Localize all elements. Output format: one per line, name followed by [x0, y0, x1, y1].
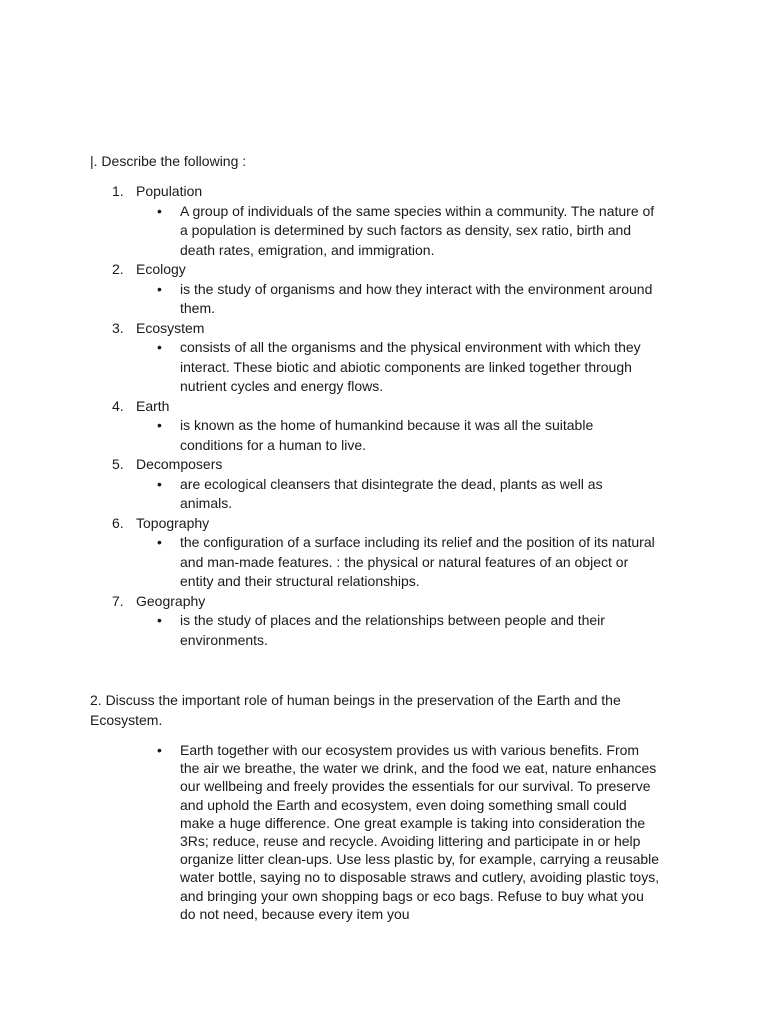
- bullet-icon: •: [157, 534, 162, 550]
- definition-decomposers: [112, 475, 656, 514]
- term-ecosystem: Ecosystem: [136, 319, 205, 336]
- bullet-icon: •: [157, 280, 162, 297]
- item-number: 1.: [112, 183, 124, 199]
- answer-text: Earth together with our ecosystem provides us with various benefits. From the air we breathe, the water we drink, and the food we eat, nature enhances our wellbeing and freely provides the essentials for our survival. To preserve and uphold the Earth and ecosystem, even doing something small could make a huge difference. One great example is taking into consideration the 3Rs; reduce, reuse and recycle. Avoiding littering and participate in or help organize litter clean-ups. Use less plastic by, for example, carrying a reusable water bottle, saying no to disposable straws and cutlery, avoiding plastic toys, and bringing your own shopping bags or eco bags. Refuse to buy what you do not need, because every item you: [180, 742, 660, 922]
- definition-earth: [112, 416, 656, 455]
- definition-text: consists of all the organisms and the physical environment with which they interact. These biotic and abiotic components are linked together through nutrient cycles and energy flows.: [180, 339, 641, 394]
- bullet-icon: •: [157, 612, 162, 628]
- definition-list: [112, 202, 672, 261]
- list-item: [112, 260, 672, 319]
- definition-text: A group of individuals of the same species within a community. The nature of a population is determined by such factors as density, sex ratio, birth and death rates, emigration, and immigration.: [180, 202, 655, 258]
- answer-list: [112, 741, 672, 923]
- definition-geography: [112, 611, 656, 650]
- definition-list: [112, 475, 672, 514]
- definition-text: is known as the home of humankind because it was all the suitable conditions for a human to live.: [180, 417, 594, 453]
- bullet-icon: •: [157, 742, 162, 758]
- item-number: 2.: [112, 261, 124, 277]
- bullet-icon: •: [157, 202, 162, 219]
- terms-list: [112, 182, 672, 650]
- definition-ecosystem: [112, 338, 656, 397]
- definition-text: is the study of organisms and how they interact with the environment around them.: [180, 280, 653, 316]
- definition-list: [112, 416, 672, 455]
- question-2-heading: 2. Discuss the important role of human beings in the preservation of the Earth and the Ecosystem.: [90, 692, 621, 728]
- definition-list: [112, 338, 672, 397]
- item-number: 4.: [112, 397, 124, 414]
- list-item: [112, 319, 672, 397]
- bullet-icon: •: [157, 339, 162, 355]
- question-1-heading: |. Describe the following :: [90, 153, 247, 169]
- definition-text: the configuration of a surface including its relief and the position of its natural and man-made features. : the physical or natural features of an object or entity and their structural relationships.: [180, 534, 655, 589]
- definition-list: [112, 611, 672, 650]
- definition-text: are ecological cleansers that disintegrate the dead, plants as well as animals.: [180, 475, 603, 511]
- item-number: 3.: [112, 319, 124, 336]
- definition-list: [112, 533, 672, 592]
- item-number: 5.: [112, 456, 124, 472]
- term-decomposers: Decomposers: [136, 456, 223, 472]
- term-population: Population: [136, 183, 203, 199]
- term-topography: Topography: [136, 514, 210, 531]
- list-item: [112, 514, 672, 592]
- definition-list: [112, 280, 672, 319]
- term-ecology: Ecology: [136, 261, 186, 277]
- answer-paragraph: [112, 741, 662, 923]
- definition-text: is the study of places and the relationships between people and their environments.: [180, 612, 605, 648]
- item-number: 6.: [112, 514, 124, 531]
- term-earth: Earth: [136, 397, 170, 414]
- list-item: [112, 455, 672, 514]
- bullet-icon: •: [157, 475, 162, 492]
- list-item: [112, 592, 672, 651]
- term-geography: Geography: [136, 592, 206, 609]
- definition-ecology: [112, 280, 656, 319]
- definition-topography: [112, 533, 656, 592]
- list-item: [112, 397, 672, 456]
- bullet-icon: •: [157, 417, 162, 433]
- definition-population: [112, 202, 656, 261]
- item-number: 7.: [112, 592, 124, 609]
- list-item: [112, 182, 672, 260]
